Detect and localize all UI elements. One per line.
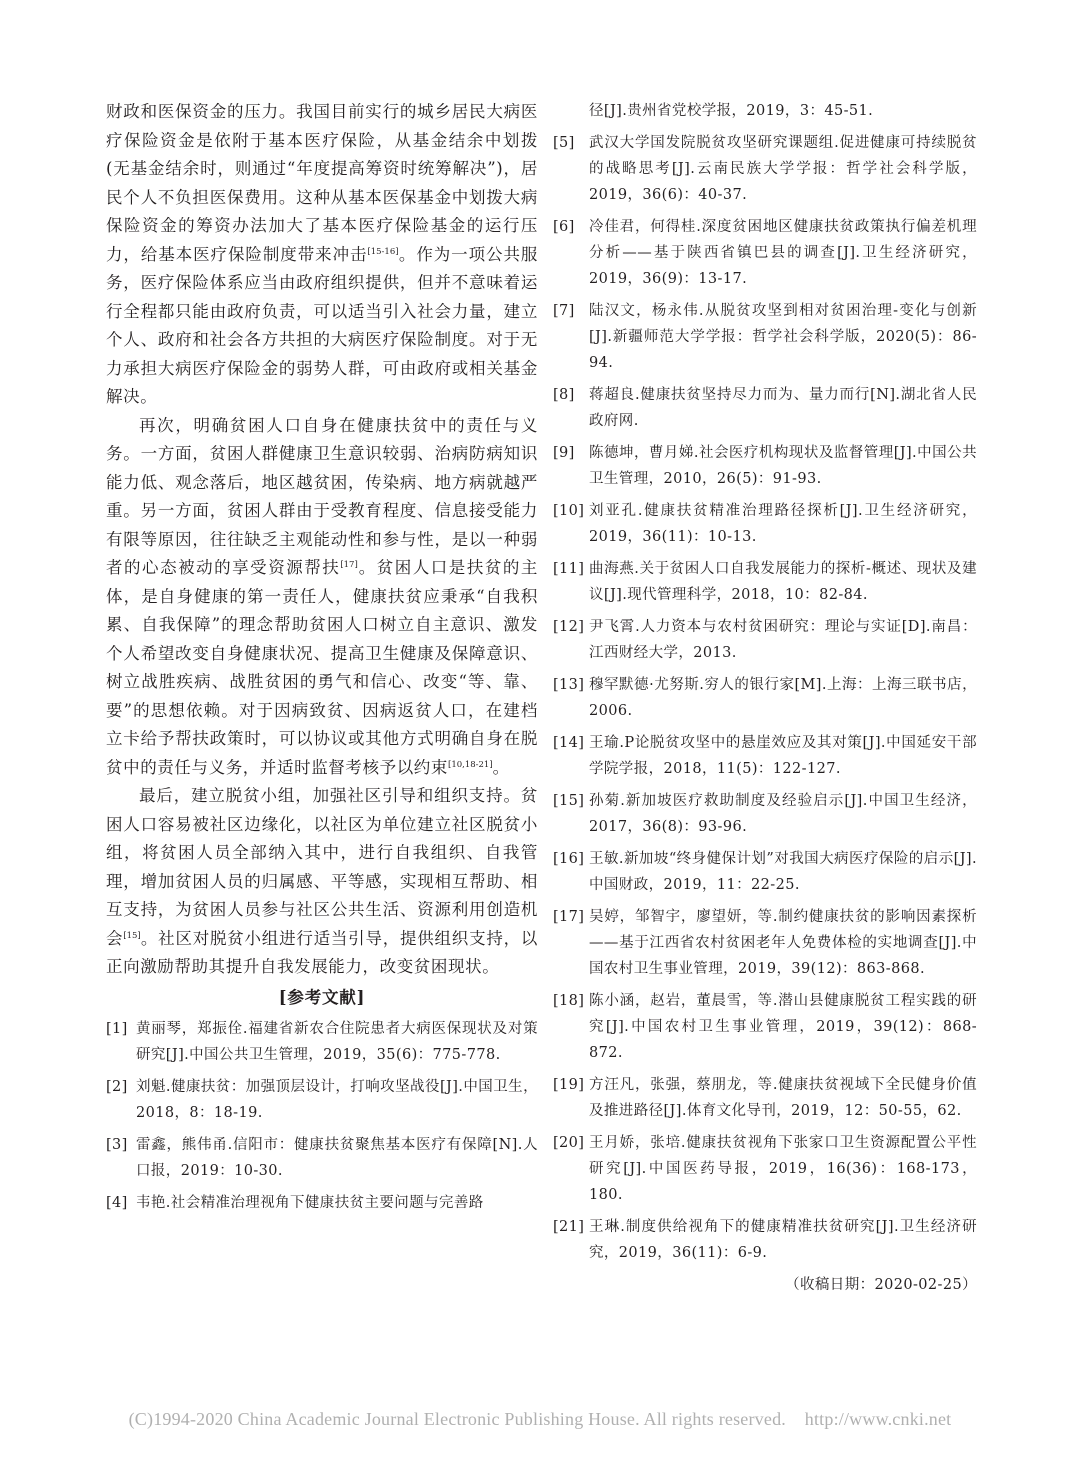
citation-superscript: [15-16] [367, 246, 399, 257]
reference-item [106, 1016, 538, 1068]
paragraph-text: 最后，建立脱贫小组，加强社区引导和组织支持。贫困人口容易被社区边缘化，以社区为单位建立社区脱贫小组，将贫困人员全部纳入其中，进行自我组织、自我管理，增加贫困人员的归属感、平等感，实现相互帮助、相互支持，为贫困人员参与社区公共生活、资源利用创造机会 [106, 786, 538, 948]
reference-text: 韦艳.社会精准治理视角下健康扶贫主要问题与完善路 [136, 1194, 484, 1211]
reference-text: 武汉大学国发院脱贫攻坚研究课题组.促进健康可持续脱贫的战略思考[J].云南民族大学学报：哲学社会科学版，2019，36(6)：40-37. [589, 135, 977, 203]
left-column [106, 98, 538, 1222]
reference-number: [21] [553, 1219, 585, 1235]
reference-number: [8] [553, 387, 575, 403]
reference-text: 孙菊.新加坡医疗救助制度及经验启示[J].中国卫生经济，2017，36(8)：93-96. [589, 793, 977, 835]
reference-text: 陈小涵，赵岩，董晨雪，等.潜山县健康脱贫工程实践的研究[J].中国农村卫生事业管理，2019，39(12)：868-872. [589, 993, 977, 1061]
reference-item [106, 1190, 538, 1216]
body-paragraph [106, 782, 538, 982]
copyright-footer: (C)1994-2020 China Academic Journal Electronic Publishing House. All rights reserved. http://www.cnki.net [128, 1409, 952, 1429]
reference-number: [19] [553, 1077, 585, 1093]
reference-text: 陈德坤，曹月娣.社会医疗机构现状及监督管理[J].中国公共卫生管理，2010，26(5)：91-93. [589, 445, 977, 487]
reference-number: [9] [553, 445, 575, 461]
reference-text: 王瑜.P论脱贫攻坚中的悬崖效应及其对策[J].中国延安干部学院学报，2018，11(5)：122-127. [589, 735, 977, 777]
paragraph-text: 。作为一项公共服务，医疗保险体系应当由政府组织提供，但并不意味着运行全程都只能由政府负责，可以适当引入社会力量，建立个人、政府和社会各方共担的大病医疗保险制度。对于无力承担大病医疗保险金的弱势人群，可由政府或相关基金解决。 [106, 244, 538, 406]
reference-number: [2] [106, 1078, 128, 1095]
reference-number: [15] [553, 793, 585, 809]
reference-text: 穆罕默德·尤努斯.穷人的银行家[M].上海：上海三联书店，2006. [589, 677, 977, 719]
reference-text: 雷鑫，熊伟甬.信阳市：健康扶贫聚焦基本医疗有保障[N].人口报，2019：10-30. [136, 1136, 538, 1179]
references-heading: [参考文献] [278, 987, 366, 1007]
reference-item [553, 1214, 977, 1266]
reference-item [553, 382, 977, 434]
paragraph-text: 。贫困人口是扶贫的主体，是自身健康的第一责任人，健康扶贫应秉承“自我积累、自我保障”的理念帮助贫困人口树立自主意识、激发个人希望改变自身健康状况、提高卫生健康及保障意识、树立战胜疾病、战胜贫困的勇气和信心、改变“等、靠、要”的思想依赖。对于因病致贫、因病返贫人口，在建档立卡给予帮扶政策时，可以协议或其他方式明确自身在脱贫中的责任与义务，并适时监督考核予以约束 [106, 558, 538, 777]
reference-number: [20] [553, 1135, 585, 1151]
paragraph-text: 。社区对脱贫小组进行适当引导，提供组织支持，以正向激励帮助其提升自我发展能力，改变贫困现状。 [106, 928, 538, 976]
reference-item [553, 988, 977, 1066]
reference-item [553, 730, 977, 782]
reference-continuation: 径[J].贵州省党校学报，2019，3：45-51. [589, 103, 874, 119]
reference-text: 刘亚孔.健康扶贫精准治理路径探析[J].卫生经济研究，2019，36(11)：10-13. [589, 503, 977, 545]
reference-item [553, 1072, 977, 1124]
reference-text: 陆汉文，杨永伟.从脱贫攻坚到相对贫困治理-变化与创新[J].新疆师范大学学报：哲学社会科学版，2020(5)：86-94. [589, 303, 977, 371]
reference-text: 王琳.制度供给视角下的健康精准扶贫研究[J].卫生经济研究，2019，36(11)：6-9. [589, 1219, 977, 1261]
reference-number: [17] [553, 909, 585, 925]
received-date: （收稿日期：2020-02-25） [785, 1277, 977, 1293]
reference-item [553, 298, 977, 376]
right-column [553, 98, 977, 1298]
reference-text: 王敏.新加坡“终身健保计划”对我国大病医疗保险的启示[J].中国财政，2019，11：22-25. [589, 851, 977, 893]
citation-superscript: [10,18-21] [448, 759, 493, 770]
reference-text: 曲海燕.关于贫困人口自我发展能力的探析-概述、现状及建议[J].现代管理科学，2018，10：82-84. [589, 561, 977, 603]
reference-item [553, 846, 977, 898]
reference-item [553, 498, 977, 550]
reference-number: [1] [106, 1020, 128, 1037]
reference-number: [11] [553, 561, 585, 577]
reference-text: 王月娇，张培.健康扶贫视角下张家口卫生资源配置公平性研究[J].中国医药导报，2019，16(36)：168-173，180. [589, 1135, 977, 1203]
reference-text: 吴婷，邹智宇，廖望妍，等.制约健康扶贫的影响因素探析——基于江西省农村贫困老年人免费体检的实地调查[J].中国农村卫生事业管理，2019，39(12)：863-868. [589, 909, 977, 977]
reference-item [106, 1074, 538, 1126]
reference-item [553, 614, 977, 666]
reference-number: [12] [553, 619, 585, 635]
reference-list [553, 130, 977, 1266]
reference-number: [4] [106, 1194, 128, 1211]
reference-text: 尹飞霄.人力资本与农村贫困研究：理论与实证[D].南昌：江西财经大学，2013. [589, 619, 977, 661]
reference-item [553, 440, 977, 492]
citation-superscript: [17] [340, 560, 358, 570]
reference-item [106, 1132, 538, 1184]
reference-number: [7] [553, 303, 575, 319]
reference-item [553, 556, 977, 608]
reference-number: [10] [553, 503, 585, 519]
reference-number: [13] [553, 677, 585, 693]
reference-number: [16] [553, 851, 585, 867]
reference-text: 刘魁.健康扶贫：加强顶层设计，打响攻坚战役[J].中国卫生，2018，8：18-19. [136, 1078, 538, 1121]
reference-item [553, 672, 977, 724]
reference-number: [3] [106, 1136, 128, 1153]
reference-text: 方汪凡，张强，蔡朋龙，等.健康扶贫视域下全民健身价值及推进路径[J].体育文化导刊，2019，12：50-55，62. [589, 1077, 977, 1119]
reference-number: [6] [553, 219, 575, 235]
paragraph-text: 财政和医保资金的压力。我国目前实行的城乡居民大病医疗保险资金是依附于基本医疗保险，从基金结余中划拨(无基金结余时，则通过“年度提高筹资时统筹解决”)，居民个人不负担医保费用。这种从基本医保基金中划拨大病保险资金的筹资办法加大了基本医疗保险基金的运行压力，给基本医疗保险制度带来冲击 [106, 102, 538, 264]
reference-text: 黄丽琴，郑振佺.福建省新农合住院患者大病医保现状及对策研究[J].中国公共卫生管理，2019，35(6)：775-778. [136, 1020, 538, 1063]
reference-item [553, 904, 977, 982]
reference-number: [14] [553, 735, 585, 751]
reference-item [553, 1130, 977, 1208]
paragraph-text: 再次，明确贫困人口自身在健康扶贫中的责任与义务。一方面，贫困人群健康卫生意识较弱、治病防病知识能力低、观念落后，地区越贫困，传染病、地方病就越严重。另一方面，贫困人群由于受教育程度、信息接受能力有限等原因，往往缺乏主观能动性和参与性，是以一种弱者的心态被动的享受资源帮扶 [106, 415, 538, 577]
body-paragraph [106, 98, 538, 412]
reference-number: [18] [553, 993, 585, 1009]
reference-item [553, 130, 977, 208]
reference-text: 冷佳君，何得桂.深度贫困地区健康扶贫政策执行偏差机理分析——基于陕西省镇巴县的调查[J].卫生经济研究，2019，36(9)：13-17. [589, 219, 977, 287]
reference-number: [5] [553, 135, 575, 151]
reference-item [553, 788, 977, 840]
body-paragraph [106, 412, 538, 783]
citation-superscript: [15] [123, 930, 141, 941]
paragraph-text: 。 [492, 757, 510, 777]
reference-item [553, 214, 977, 292]
reference-text: 蒋超良.健康扶贫坚持尽力而为、量力而行[N].湖北省人民政府网. [589, 387, 977, 429]
